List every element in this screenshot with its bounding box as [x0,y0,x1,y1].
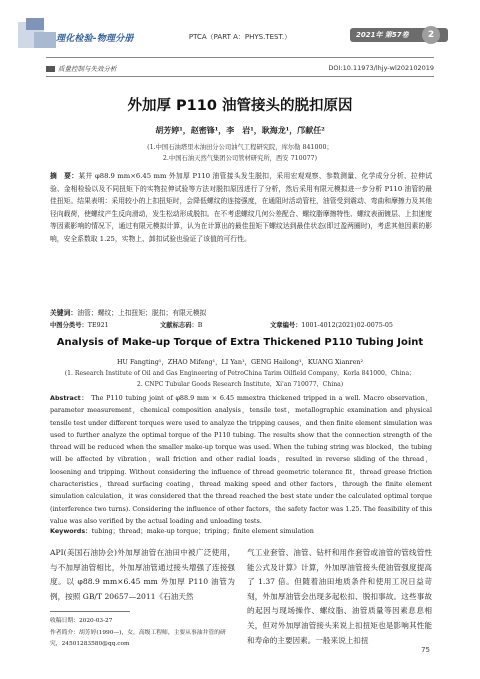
authors-cn: 胡芳婷¹，赵密锋¹，李 岩¹，耿海龙¹，邝献任² [155,125,325,135]
keywords-cn-text: 油管；螺纹；上扣扭矩；脱扣；有限元模拟 [77,309,207,317]
keywords-cn-label: 关键词： [50,309,78,317]
doc-code-value: B [197,322,203,329]
header-rule [46,57,434,58]
doi-rule [46,76,434,77]
affiliation-cn-2: 2.中国石油天然气集团公司管材研究所，西安 710077) [162,155,318,162]
section-tag [46,64,117,73]
journal-line: PTCA（PART A：PHYS.TEST.） [188,33,292,41]
title-en: Analysis of Make-up Torque of Extra Thickened P110 Tubing Joint [56,337,424,348]
footnote-rule [50,611,130,612]
keywords-cn [50,307,206,317]
doi: DOI:10.11973/lhjy-wl202102019 [328,64,434,72]
article-no-label: 文章编号： [270,322,302,329]
section-tag-label: 质量控制与失效分析 [58,65,117,73]
abstract-cn-text: 某井 φ88.9 mm×6.45 mm 外加厚 P110 油管接头发生脱扣，采用宏观观察、参数测量、化学成分分析、拉伸试验、金相检验以及不同扭矩下的实物拉伸试验等方法对脱扣原因进行了分析，然后采用有限元模拟进一步分析 P110 油管的最佳扭矩。结果表明：采用较小的上扣扭矩时，会降低螺纹的连接强度，在通阻时活动管柱，油管受到震动、弯曲和摩擦力及其他径向载荷，使螺纹产生反向滑动，发生松动形成脱扣。在不考虑螺纹几何公差配合、螺纹脂摩擦特性、螺纹表面镀层、上扣速度等因素影响的情况下，通过有限元模拟计算，认为在计算出的最佳扭矩下螺纹达到最佳状态(即过盈两圈时)，考虑其他因素的影响，安全系数取 1.25，实物上、卸扣试验也验证了该值的可行性。 [50,172,433,243]
doc-code-label: 文献标志码： [160,322,198,329]
abstract-cn-label: 摘 要： [50,172,79,180]
affiliation-en-2: 2. CNPC Tubular Goods Research Institute，Xi'an 710077，China) [136,381,344,388]
body-right-column: 气工业套管、油管、钻杆和用作套管或油管的管线管性能公式及计算》计算，外加厚油管接头使油管强度提高了 1.37 倍。但随着油田地质条件和使用工况日益苛刻，外加厚油管会出现多起松扣、脱扣事故。这些事故的起因与现场操作、螺纹脂、油管质量等因素息息相关，但对外加厚油管接头来说上扣扭矩也是影响其性能和寿命的主要因素。一般来说上扣扭 [247,548,432,645]
abstract-en-label: Abstract： [50,394,89,402]
affiliation-cn-1: (1.中国石油塔里木油田分公司油气工程研究院，库尔勒 841000； [147,144,333,151]
article-no-value: 1001-4012(2021)02-0075-05 [301,322,393,329]
classification-row [50,320,432,329]
keywords-en-text: tubing；thread；make-up torque；triping；finite element simulation [91,527,314,535]
affiliation-en-1: (1. Research Institute of Oil and Gas Engineering of PetroChina Tarim Oilfield Company，Korla 841000，China； [64,370,416,377]
title-cn: 外加厚 P110 油管接头的脱扣原因 [127,98,353,114]
body-left-column: API(美国石油协会)外加厚油管在油田中被广泛使用，与不加厚油管相比，外加厚油管通过接头增强了连接强度。以 φ88.9 mm×6.45 mm 外加厚 P110 油管为例，按照 GB/T 20657—2011《石油天然 [50,548,235,601]
abstract-cn [50,170,432,245]
page-number: 75 [421,646,430,654]
keywords-en-label: Keywords： [50,527,92,535]
issue-text: 2021年 第57卷 [356,31,409,39]
keywords-en [50,526,314,535]
footnote-received: 收稿日期：2020-03-27 [50,618,113,624]
class-value: TE921 [87,322,109,329]
authors-en: HU Fangting¹，ZHAO Mifeng¹，LI Yan¹，GENG Hailong¹，KUANG Xianren² [116,358,364,366]
abstract-en [50,392,432,527]
journal-logo-text: 理化检验-物理分册 [56,34,134,44]
issue-number-badge: 2 [422,26,440,44]
section-marker-icon [46,66,55,72]
class-label: 中图分类号： [50,322,88,329]
abstract-en-text: The P110 tubing joint of φ88.9 mm × 6.45 mmextra thickened tripped in a well. Macro observation，parameter measurement，chemical composition analysis，tensile test，metallographic examination and physical tensile test under different torques were used to analyze the tripping causes，and then finite element simulation was used to further analyze the optimal torque of the P110 tubing. The results show that the connection strength of the thread will be reduced when the smaller make-up torque was used. When the tubing string was blocked，the tubing will be affected by vibration，wall friction and other radial loads，resulted in reverse sliding of the thread，loosening and tripping. Without considering the influence of thread geometric tolerance fit，thread grease friction characteristics，thread surfacing coating，thread making speed and other factors，through the finite element simulation calculation，it was considered that the thread reached the best state under the calculated optimal torque (interference two turns). Considering the influence of other factors，the safety factor was 1.25. The feasibility of this value was also verified by the actual loading and unloading tests. [50,394,432,525]
footnote-author: 作者简介：胡芳婷(1990—)，女，高级工程师，主要从事油井管的研究，24501283580@qq.com [50,630,226,647]
